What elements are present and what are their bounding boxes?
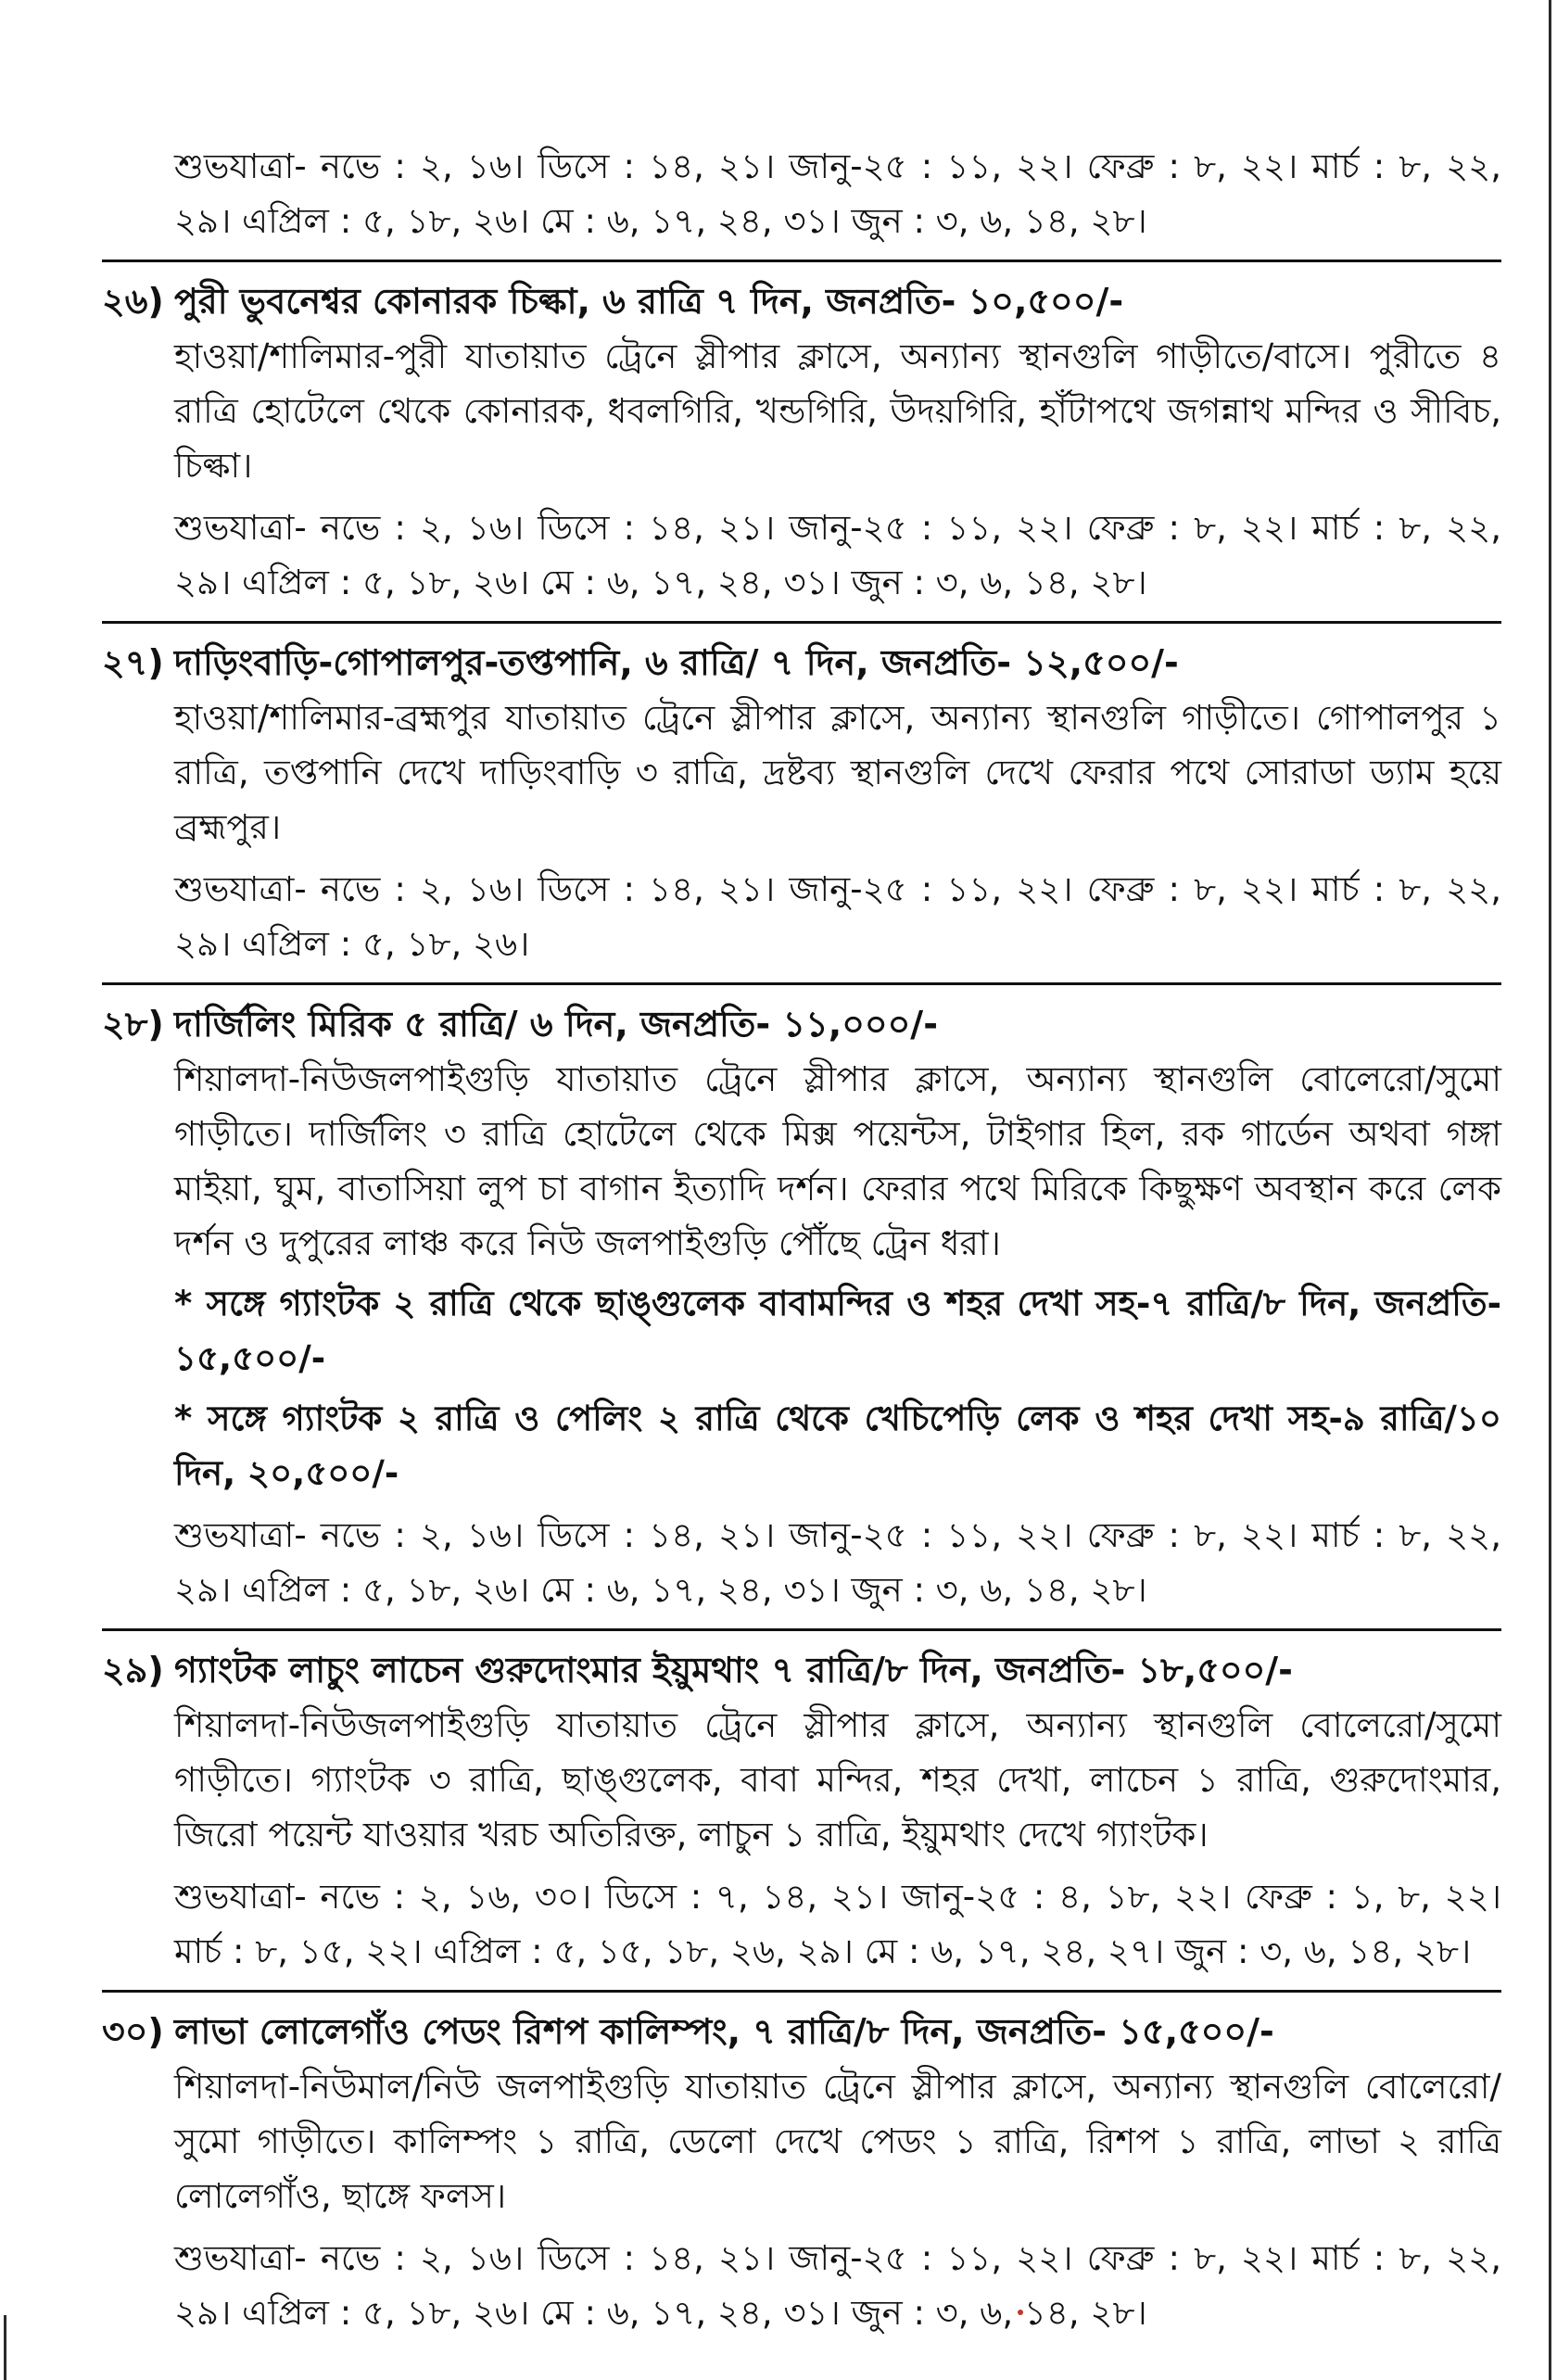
tour-item-28 bbox=[102, 996, 1501, 1617]
tour-heading bbox=[102, 635, 1501, 690]
tour-title: দাড়িংবাড়ি-গোপালপুর-তপ্তপানি, ৬ রাত্রি/ ৭ দিন, জনপ্রতি- ১২,৫০০/- bbox=[174, 642, 1179, 683]
tour-heading bbox=[102, 1642, 1501, 1698]
tour-departure-dates: শুভযাত্রা- নভে : ২, ১৬। ডিসে : ১৪, ২১। জানু-২৫ : ১১, ২২। ফেব্রু : ৮, ২২। মার্চ : ৮, ২২, ২৯। এপ্রিল : ৫, ১৮, ২৬। মে : ৬, ১৭, ২৪, ৩১। জুন : ৩, ৬, ১৪, ২৮। bbox=[174, 508, 1501, 602]
tour-number: ২৬) bbox=[102, 281, 164, 322]
section-divider bbox=[102, 1990, 1501, 1993]
tour-title: লাভা লোলেগাঁও পেডং রিশপ কালিম্পং, ৭ রাত্রি/৮ দিন, জনপ্রতি- ১৫,৫০০/- bbox=[174, 2011, 1274, 2052]
page-edge-right bbox=[1549, 0, 1551, 2380]
tour-description: হাওয়া/শালিমার-ব্রহ্মপুর যাতায়াত ট্রেনে স্লীপার ক্লাসে, অন্যান্য স্থানগুলি গাড়ীতে। গোপালপুর ১ রাত্রি, তপ্তপানি দেখে দাড়িংবাড়ি ৩ রাত্রি, দ্রষ্টব্য স্থানগুলি দেখে ফেরার পথে সোরাডা ড্যাম হয়ে ব্রহ্মপুর। bbox=[174, 698, 1501, 847]
tour-description: শিয়ালদা-নিউজলপাইগুড়ি যাতায়াত ট্রেনে স্লীপার ক্লাসে, অন্যান্য স্থানগুলি বোলেরো/সুমো গাড়ীতে। গ্যাংটক ৩ রাত্রি, ছাঙ্গুলেক, বাবা মন্দির, শহর দেখা, লাচেন ১ রাত্রি, গুরুদোংমার, জিরো পয়েন্ট যাওয়ার খরচ অতিরিক্ত, লাচুন ১ রাত্রি, ইয়ুমথাং দেখে গ্যাংটক। bbox=[174, 1705, 1501, 1855]
section-divider bbox=[102, 982, 1501, 985]
tour-number: ২৮) bbox=[102, 1004, 164, 1044]
tour-description: শিয়ালদা-নিউজলপাইগুড়ি যাতায়াত ট্রেনে স্লীপার ক্লাসে, অন্যান্য স্থানগুলি বোলেরো/সুমো গাড়ীতে। দার্জিলিং ৩ রাত্রি হোটেলে থেকে মিক্স পয়েন্টস, টাইগার হিল, রক গার্ডেন অথবা গঙ্গা মাইয়া, ঘুম, বাতাসিয়া লুপ চা বাগান ইত্যাদি দর্শন। ফেরার পথে মিরিকে কিছুক্ষণ অবস্থান করে লেক দর্শন ও দুপুরের লাঞ্চ করে নিউ জলপাইগুড়ি পৌঁছে ট্রেন ধরা। bbox=[174, 1059, 1501, 1263]
tour-item-26 bbox=[102, 273, 1501, 610]
intro-departure-dates: শুভযাত্রা- নভে : ২, ১৬। ডিসে : ১৪, ২১। জানু-২৫ : ১১, ২২। ফেব্রু : ৮, ২২। মার্চ : ৮, ২২, ২৯। এপ্রিল : ৫, ১৮, ২৬। মে : ৬, ১৭, ২৪, ৩১। জুন : ৩, ৬, ১৪, ২৮। bbox=[174, 146, 1501, 241]
tour-title: পুরী ভুবনেশ্বর কোনারক চিল্কা, ৬ রাত্রি ৭ দিন, জনপ্রতি- ১০,৫০০/- bbox=[174, 281, 1124, 322]
tour-number: ৩০) bbox=[102, 2011, 164, 2052]
tour-number: ২৯) bbox=[102, 1650, 164, 1690]
tour-heading bbox=[102, 996, 1501, 1052]
tour-number: ২৭) bbox=[102, 642, 164, 683]
tour-heading bbox=[102, 2004, 1501, 2059]
tour-departure-dates: শুভযাত্রা- নভে : ২, ১৬, ৩০। ডিসে : ৭, ১৪, ২১। জানু-২৫ : ৪, ১৮, ২২। ফেব্রু : ১, ৮, ২২। মার্চ : ৮, ১৫, ২২। এপ্রিল : ৫, ১৫, ১৮, ২৬, ২৯। মে : ৬, ১৭, ২৪, ২৭। জুন : ৩, ৬, ১৪, ২৮। bbox=[174, 1877, 1501, 1971]
tour-description: শিয়ালদা-নিউমাল/নিউ জলপাইগুড়ি যাতায়াত ট্রেনে স্লীপার ক্লাসে, অন্যান্য স্থানগুলি বোলেরো/সুমো গাড়ীতে। কালিম্পং ১ রাত্রি, ডেলো দেখে পেডং ১ রাত্রি, রিশপ ১ রাত্রি, লাভা ২ রাত্রি লোলেগাঁও, ছাঙ্গে ফলস। bbox=[174, 2067, 1501, 2216]
tour-departure-dates: শুভযাত্রা- নভে : ২, ১৬। ডিসে : ১৪, ২১। জানু-২৫ : ১১, ২২। ফেব্রু : ৮, ২২। মার্চ : ৮, ২২, ২৯। এপ্রিল : ৫, ১৮, ২৬। মে : ৬, ১৭, ২৪, ৩১। জুন : ৩, ৬, ১৪, ২৮। bbox=[174, 1515, 1501, 1610]
intro-block bbox=[102, 139, 1501, 248]
tour-description: হাওয়া/শালিমার-পুরী যাতায়াত ট্রেনে স্লীপার ক্লাসে, অন্যান্য স্থানগুলি গাড়ীতে/বাসে। পুরীতে ৪ রাত্রি হোটেলে থেকে কোনারক, ধবলগিরি, খন্ডগিরি, উদয়গিরি, হাঁটাপথে জগন্নাথ মন্দির ও সীবিচ, চিল্কা। bbox=[174, 336, 1501, 486]
tour-title: গ্যাংটক লাচুং লাচেন গুরুদোংমার ইয়ুমথাং ৭ রাত্রি/৮ দিন, জনপ্রতি- ১৮,৫০০/- bbox=[174, 1650, 1293, 1690]
section-divider bbox=[102, 621, 1501, 624]
tour-extension-note: * সঙ্গে গ্যাংটক ২ রাত্রি থেকে ছাঙ্গুলেক বাবামন্দির ও শহর দেখা সহ-৭ রাত্রি/৮ দিন, জনপ্রতি- ১৫,৫০০/- bbox=[174, 1284, 1501, 1378]
tour-departure-dates: শুভযাত্রা- নভে : ২, ১৬। ডিসে : ১৪, ২১। জানু-২৫ : ১১, ২২। ফেব্রু : ৮, ২২। মার্চ : ৮, ২২, ২৯। এপ্রিল : ৫, ১৮, ২৬। মে : ৬, ১৭, ২৪, ৩১। জুন : ৩, ৬, ১৪, ২৮। bbox=[174, 2238, 1501, 2333]
tour-departure-dates: শুভযাত্রা- নভে : ২, ১৬। ডিসে : ১৪, ২১। জানু-২৫ : ১১, ২২। ফেব্রু : ৮, ২২। মার্চ : ৮, ২২, ২৯। এপ্রিল : ৫, ১৮, ২৬। bbox=[174, 869, 1501, 964]
page-edge-left bbox=[4, 2315, 6, 2380]
tour-extension-note: * সঙ্গে গ্যাংটক ২ রাত্রি ও পেলিং ২ রাত্রি থেকে খেচিপেড়ি লেক ও শহর দেখা সহ-৯ রাত্রি/১০ দিন, ২০,৫০০/- bbox=[174, 1399, 1501, 1493]
tour-item-30 bbox=[102, 2004, 1501, 2340]
section-divider bbox=[102, 260, 1501, 262]
tour-title: দার্জিলিং মিরিক ৫ রাত্রি/ ৬ দিন, জনপ্রতি- ১১,০০০/- bbox=[174, 1004, 938, 1044]
tour-item-29 bbox=[102, 1642, 1501, 1979]
tour-heading bbox=[102, 273, 1501, 329]
tour-list bbox=[102, 139, 1501, 2340]
tour-item-27 bbox=[102, 635, 1501, 971]
section-divider bbox=[102, 1628, 1501, 1631]
